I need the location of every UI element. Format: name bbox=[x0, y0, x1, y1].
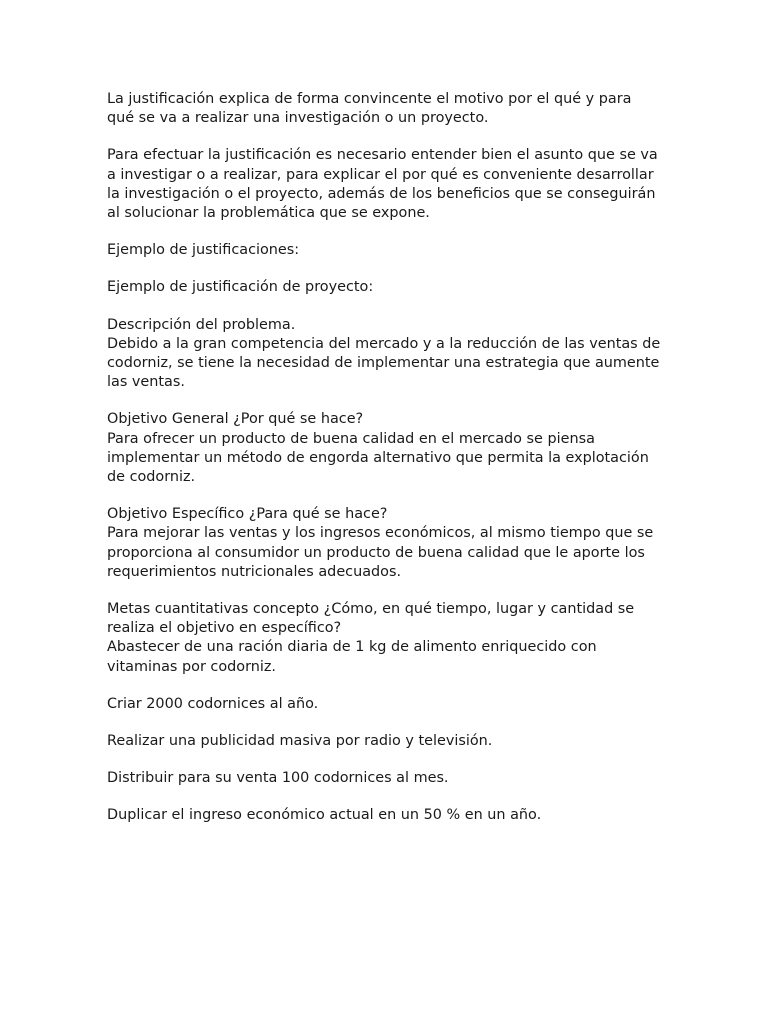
section-general-objective bbox=[107, 410, 663, 487]
section-quantitative-goals bbox=[107, 600, 663, 677]
goal-income bbox=[107, 806, 663, 825]
paragraph-justification-definition bbox=[107, 90, 663, 128]
section-text: Debido a la gran competencia del mercado y a la reducción de las ventas de codorniz, se tiene la necesidad de implementar una estrategia que aumente las ventas. bbox=[107, 335, 661, 391]
section-text: Para mejorar las ventas y los ingresos económicos, al mismo tiempo que se proporciona al consumidor un producto de buena calidad que le aporte los requerimientos nutricionales adecuados. bbox=[107, 525, 654, 580]
heading-examples bbox=[107, 241, 663, 260]
section-text: Para ofrecer un producto de buena calidad en el mercado se piensa implementar un método de engorda alternativo que permita la explotación de codorniz. bbox=[107, 430, 649, 486]
paragraph-text: Ejemplo de justificaciones: bbox=[107, 242, 300, 259]
section-text: Abastecer de una ración diaria de 1 kg de alimento enriquecido con vitaminas por codorniz. bbox=[107, 639, 597, 675]
goal-distribution bbox=[107, 769, 663, 788]
heading-project-example bbox=[107, 278, 663, 297]
paragraph-text: Para efectuar la justificación es necesario entender bien el asunto que se va a investigar o a realizar, para explicar el por qué es conveniente desarrollar la investigación o el proyecto, además de los beneficios que se conseguirán al solucionar la problemática que se expone. bbox=[107, 147, 658, 222]
section-problem-description bbox=[107, 316, 663, 393]
goal-raise-quail bbox=[107, 695, 663, 714]
paragraph-text: Distribuir para su venta 100 codornices al mes. bbox=[107, 770, 449, 787]
paragraph-text: Realizar una publicidad masiva por radio y televisión. bbox=[107, 733, 493, 750]
section-specific-objective bbox=[107, 505, 663, 582]
paragraph-text: Ejemplo de justificación de proyecto: bbox=[107, 279, 374, 296]
paragraph-text: La justificación explica de forma convincente el motivo por el qué y para qué se va a realizar una investigación o un proyecto. bbox=[107, 91, 632, 127]
goal-advertising bbox=[107, 732, 663, 751]
paragraph-text: Duplicar el ingreso económico actual en un 50 % en un año. bbox=[107, 807, 542, 824]
section-heading: Metas cuantitativas concepto ¿Cómo, en qué tiempo, lugar y cantidad se realiza el objetivo en específico? bbox=[107, 601, 635, 637]
section-heading: Descripción del problema. bbox=[107, 316, 296, 333]
paragraph-text: Criar 2000 codornices al año. bbox=[107, 695, 319, 712]
section-heading: Objetivo General ¿Por qué se hace? bbox=[107, 411, 364, 428]
section-heading: Objetivo Específico ¿Para qué se hace? bbox=[107, 506, 388, 523]
paragraph-justification-requirements bbox=[107, 146, 663, 223]
document-body bbox=[107, 90, 663, 844]
